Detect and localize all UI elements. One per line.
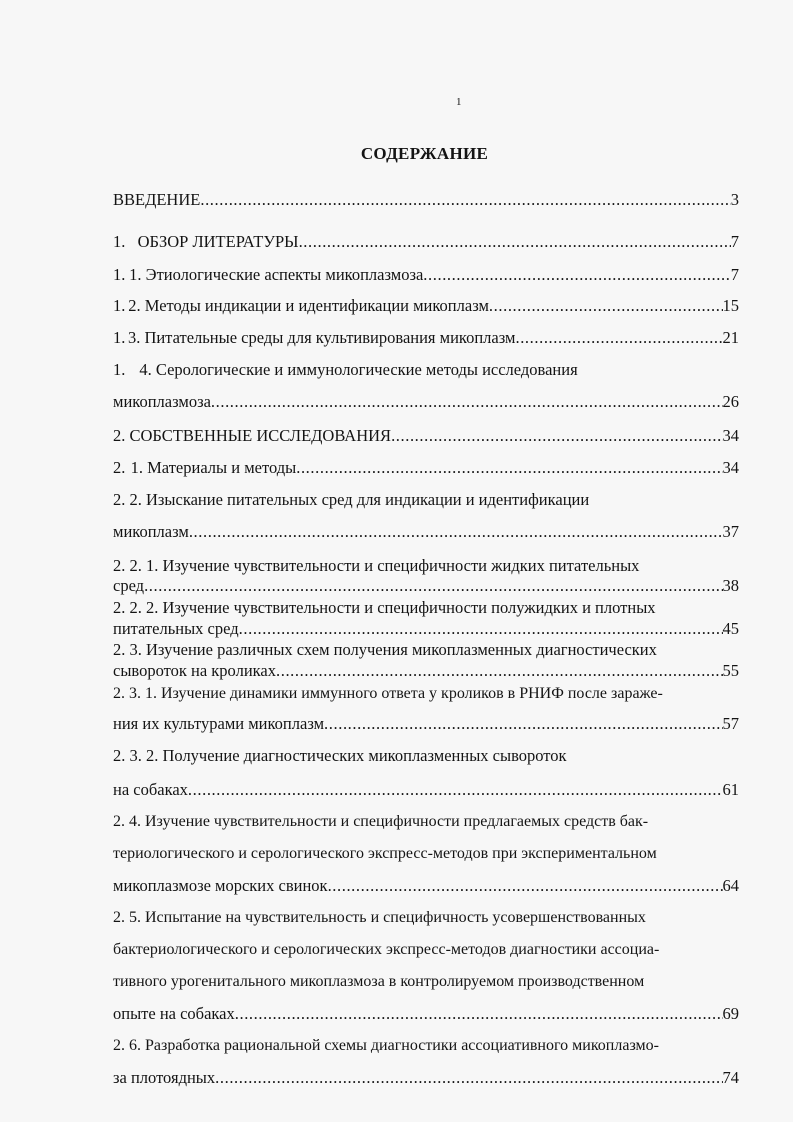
- toc-entry-text: 2. 2. 2. Изучение чувствительности и специфичности полужидких и плотных: [113, 598, 656, 617]
- toc-page-number: 15: [722, 296, 739, 315]
- toc-entry-s2-6: [113, 1036, 739, 1056]
- toc-entry-text: бактериологического и серологических экспресс-методов диагностики ассоциа-: [113, 941, 660, 958]
- toc-page-number: 74: [722, 1068, 739, 1087]
- toc-leader-dots: [489, 296, 723, 316]
- toc-entry-text: питательных сред: [113, 619, 239, 638]
- toc-entry-s2-5-cont: [113, 1004, 739, 1024]
- toc-entry-s2-5-l2: [113, 940, 739, 960]
- toc-entry-text: 2. 3. 2. Получение диагностических микоплазменных сывороток: [113, 746, 567, 765]
- toc-leader-dots: [211, 392, 723, 412]
- toc-entry-s2-3: [113, 640, 739, 660]
- toc-entry-text: микоплазм: [113, 522, 189, 541]
- toc-entry-s2-3-2: [113, 746, 739, 766]
- toc-leader-dots: [188, 780, 723, 800]
- toc-entry-s2-4-l2: [113, 844, 739, 864]
- toc-page-number: 37: [722, 522, 739, 541]
- toc-entry-s2-5-l3: [113, 972, 739, 992]
- toc-leader-dots: [215, 1068, 722, 1088]
- toc-leader-dots: [391, 426, 722, 446]
- toc-leader-dots: [328, 876, 723, 896]
- toc-entry-text: ния их культурами микоплазм: [113, 714, 325, 733]
- toc-page-number: 3: [730, 190, 739, 209]
- toc-leader-dots: [324, 714, 722, 734]
- toc-entry-s2-4: [113, 812, 739, 832]
- toc-leader-dots: [276, 661, 723, 681]
- toc-page-number: 61: [722, 780, 739, 799]
- toc-entry-text: ОБЗОР ЛИТЕРАТУРЫ: [137, 232, 299, 251]
- toc-entry-text: 2. 6. Разработка рациональной схемы диагностики ассоциативного микоплазмо-: [113, 1037, 659, 1054]
- toc-leader-dots: [235, 1004, 723, 1024]
- toc-entry-s2-2-2: [113, 598, 739, 618]
- toc-entry-num: 1.: [113, 360, 126, 379]
- toc-entry-text: 2. 4. Изучение чувствительности и специфичности предлагаемых средств бак-: [113, 813, 649, 830]
- toc-leader-dots: [189, 522, 723, 542]
- toc-entry-text: микоплазмоза: [113, 392, 211, 411]
- toc-entry-s2-2: [113, 490, 739, 510]
- toc-page-number: 7: [730, 232, 739, 251]
- toc-entry-text: сывороток на кроликах: [113, 661, 276, 680]
- page-title: СОДЕРЖАНИЕ: [360, 144, 489, 163]
- toc-entry-num: 1.: [113, 265, 126, 284]
- toc-entry-text: 1. Этиологические аспекты микоплазмоза: [129, 265, 424, 284]
- toc-page-number: 45: [722, 619, 739, 638]
- toc-entry-text: 2. 3. Изучение различных схем получения микоплазменных диагностических: [113, 640, 657, 659]
- toc-leader-dots: [144, 576, 722, 596]
- toc-page-number: 38: [722, 576, 739, 595]
- toc-entry-s2: [113, 426, 739, 446]
- toc-entry-text: 2. Методы индикации и идентификации микоплазм: [128, 296, 489, 315]
- toc-leader-dots: [299, 232, 731, 252]
- toc-entry-num: 1.: [113, 296, 126, 315]
- toc-entry-s2-3-1: [113, 684, 739, 704]
- toc-page-number: 34: [722, 426, 739, 445]
- toc-entry-text: 2. 2. 1. Изучение чувствительности и специфичности жидких питательных: [113, 556, 640, 575]
- toc-page-number: 57: [722, 714, 739, 733]
- toc-entry-s2-2-2-cont: [113, 619, 739, 639]
- toc-page-number: 26: [722, 392, 739, 411]
- toc-entry-text: 2. 3. 1. Изучение динамики иммунного ответа у кроликов в РНИФ после зараже-: [113, 685, 663, 702]
- toc-entry-s2-2-1: [113, 556, 739, 576]
- toc-entry-s2-5: [113, 908, 739, 928]
- toc-entry-s2-2-1-cont: [113, 576, 739, 596]
- toc-entry-text: на собаках: [113, 780, 188, 799]
- toc-entry-s2-2-cont: [113, 522, 739, 542]
- toc-entry-text: 1. Материалы и методы: [130, 458, 297, 477]
- toc-page-number: 21: [722, 328, 739, 347]
- toc-entry-text: 2. 2. Изыскание питательных сред для индикации и идентификации: [113, 490, 590, 509]
- toc-entry-text: тивного урогенитального микоплазмоза в контролируемом производственном: [113, 973, 645, 990]
- toc-page-number: 64: [722, 876, 739, 895]
- toc-entry-text: ВВЕДЕНИЕ: [113, 190, 201, 209]
- toc-leader-dots: [296, 458, 722, 478]
- toc-entry-text: опыте на собаках: [113, 1004, 235, 1023]
- toc-entry-s1-3: [113, 328, 739, 348]
- page-number: 1: [456, 96, 462, 108]
- toc-entry-s1-1: [113, 265, 739, 285]
- toc-entry-num: 1.: [113, 328, 126, 347]
- toc-entry-num: 1.: [113, 232, 126, 251]
- toc-entry-s2-1: [113, 458, 739, 478]
- toc-entry-s2-3-2-cont: [113, 780, 739, 800]
- toc-entry-text: 4. Серологические и иммунологические методы исследования: [139, 360, 578, 379]
- toc-entry-s2-3-1-cont: [113, 714, 739, 734]
- toc-leader-dots: [423, 265, 730, 285]
- toc-entry-text: сред: [113, 576, 145, 595]
- toc-entry-text: микоплазмозе морских свинок: [113, 876, 328, 895]
- toc-entry-text: 2. 5. Испытание на чувствительность и специфичность усовершенствованных: [113, 909, 646, 926]
- toc-entry-s2-3-cont: [113, 661, 739, 681]
- toc-page-number: 55: [722, 661, 739, 680]
- toc-entry-text: 2. СОБСТВЕННЫЕ ИССЛЕДОВАНИЯ: [113, 426, 392, 445]
- toc-entry-text: териологического и серологического экспресс-методов при экспериментальном: [113, 845, 657, 862]
- toc-entry-s1-4-cont: [113, 392, 739, 412]
- toc-page-number: 34: [722, 458, 739, 477]
- toc-entry-s2-6-cont: [113, 1068, 739, 1088]
- toc-page-number: 7: [730, 265, 739, 284]
- toc-leader-dots: [515, 328, 722, 348]
- toc-entry-s1-2: [113, 296, 739, 316]
- toc-entry-s1-4: [113, 360, 739, 380]
- toc-leader-dots: [200, 190, 730, 210]
- toc-leader-dots: [239, 619, 723, 639]
- toc-page-number: 69: [722, 1004, 739, 1023]
- toc-entry-text: за плотоядных: [113, 1068, 216, 1087]
- toc-entry-s1: [113, 232, 739, 252]
- toc-entry-num: 2.: [113, 458, 126, 477]
- toc-entry-s2-4-cont: [113, 876, 739, 896]
- toc-entry-intro: [113, 190, 739, 210]
- toc-entry-text: 3. Питательные среды для культивирования микоплазм: [127, 328, 516, 347]
